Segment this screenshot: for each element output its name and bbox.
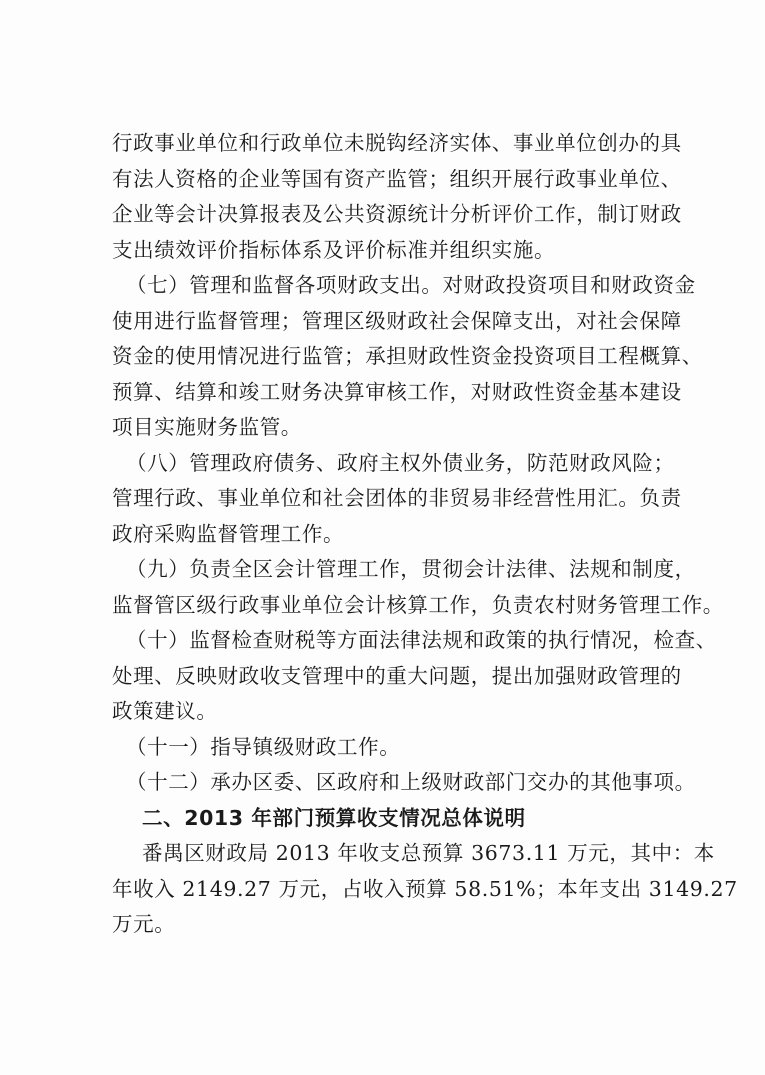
- paragraph-line: 项目实施财务监管。: [112, 415, 302, 439]
- paragraph-line: 监督管区级行政事业单位会计核算工作，负责农村财务管理工作。: [112, 592, 724, 617]
- section-heading: 二、2013 年部门预算收支情况总体说明: [142, 805, 526, 830]
- paragraph-line: 有法人资格的企业等国有资产监管；组织开展行政事业单位、: [112, 166, 682, 191]
- paragraph-line: 政府采购监督管理工作。: [112, 521, 345, 546]
- paragraph-line: 资金的使用情况进行监管；承担财政性资金投资项目工程概算、: [112, 344, 703, 368]
- paragraph-line: 政策建议。: [112, 699, 218, 723]
- paragraph-line: 支出绩效评价指标体系及评价标准并组织实施。: [112, 237, 556, 262]
- paragraph-line: （十一）指导镇级财政工作。: [126, 734, 401, 759]
- paragraph-line: （九）负责全区会计管理工作，贯彻会计法律、法规和制度，: [126, 557, 696, 581]
- summary-line: 番禺区财政局 2013 年收支总预算 3673.11 万元，其中：本: [142, 841, 715, 865]
- paragraph-line: （八）管理政府债务、政府主权外债业务，防范财政风险；: [126, 450, 675, 475]
- paragraph-line: 管理行政、事业单位和社会团体的非贸易非经营性用汇。负责: [112, 486, 682, 510]
- paragraph-line: 使用进行监督管理；管理区级财政社会保障支出，对社会保障: [112, 308, 682, 333]
- paragraph-line: 处理、反映财政收支管理中的重大问题，提出加强财政管理的: [112, 663, 682, 688]
- paragraph-line: （十二）承办区委、区政府和上级财政部门交办的其他事项。: [126, 770, 696, 794]
- paragraph-line: 企业等会计决算报表及公共资源统计分析评价工作，制订财政: [112, 202, 682, 226]
- paragraph-line: （十）监督检查财税等方面法律法规和政策的执行情况，检查、: [126, 628, 717, 652]
- paragraph-line: 行政事业单位和行政单位未脱钩经济实体、事业单位创办的具: [112, 131, 682, 155]
- summary-line: 年收入 2149.27 万元，占收入预算 58.51%；本年支出 3149.27: [112, 876, 738, 901]
- summary-line: 万元。: [112, 912, 176, 936]
- paragraph-line: （七）管理和监督各项财政支出。对财政投资项目和财政资金: [126, 273, 696, 297]
- paragraph-line: 预算、结算和竣工财务决算审核工作，对财政性资金基本建设: [112, 379, 682, 404]
- document-body: [112, 126, 738, 943]
